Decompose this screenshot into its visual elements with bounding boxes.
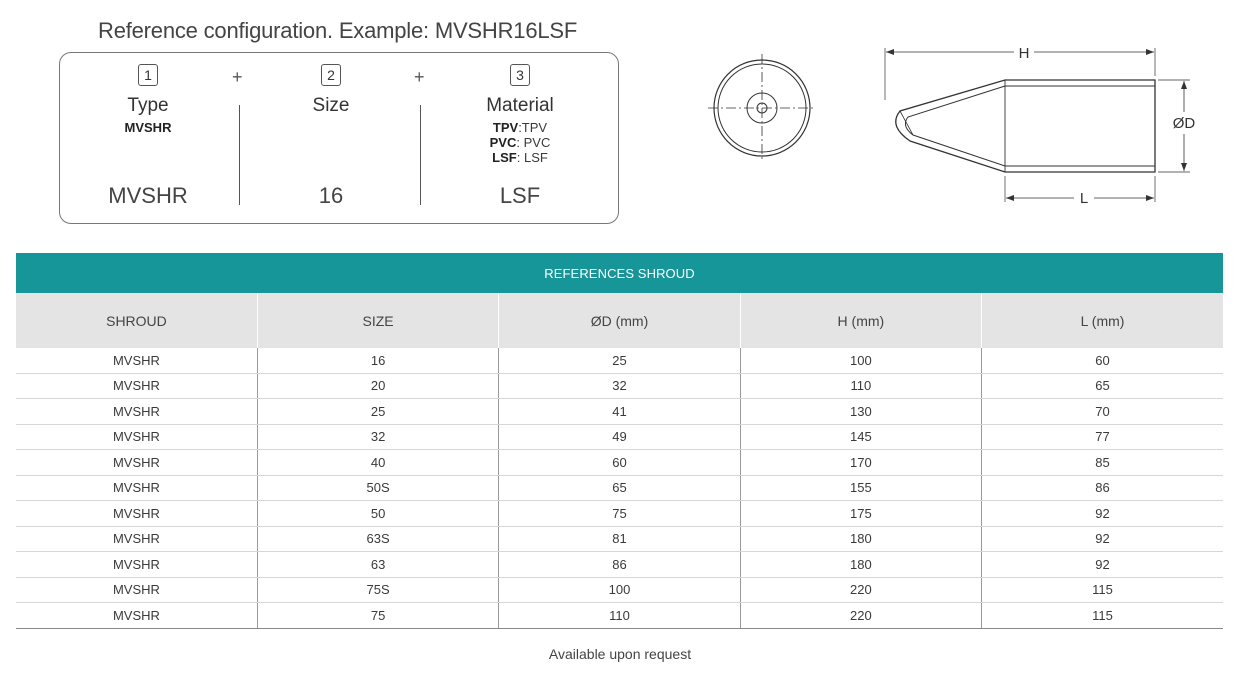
- cell-size: 50S: [257, 475, 498, 501]
- cell-size: 16: [257, 348, 498, 373]
- config-column-material: [450, 53, 590, 208]
- side-view-drawing: [896, 80, 1155, 172]
- material-line-pvc: PVC: PVC: [489, 135, 551, 150]
- cell-diameter: 60: [499, 450, 740, 476]
- cell-size: 75: [257, 603, 498, 629]
- material-line-tpv: TPV:TPV: [492, 120, 548, 135]
- label-l: L: [1079, 190, 1089, 207]
- label-d: ØD: [1172, 115, 1196, 132]
- cell-size: 20: [257, 373, 498, 399]
- cell-length: 60: [982, 348, 1223, 373]
- cell-diameter: 100: [499, 577, 740, 603]
- cell-height: 145: [740, 424, 981, 450]
- table-row: [16, 424, 1223, 450]
- cell-length: 115: [982, 577, 1223, 603]
- cell-shroud: MVSHR: [16, 475, 257, 501]
- cell-size: 50: [257, 501, 498, 527]
- cell-height: 100: [740, 348, 981, 373]
- cell-shroud: MVSHR: [16, 348, 257, 373]
- cell-height: 220: [740, 577, 981, 603]
- cell-length: 92: [982, 552, 1223, 578]
- header-shroud: SHROUD: [16, 293, 257, 348]
- config-value-type: MVSHR: [108, 183, 188, 208]
- config-sub-type: [78, 120, 218, 135]
- cell-length: 92: [982, 501, 1223, 527]
- cell-size: 63: [257, 552, 498, 578]
- config-divider-2: [420, 105, 421, 205]
- cell-shroud: MVSHR: [16, 552, 257, 578]
- table-row: [16, 501, 1223, 527]
- cell-length: 77: [982, 424, 1223, 450]
- cell-height: 110: [740, 373, 981, 399]
- cell-height: 170: [740, 450, 981, 476]
- cell-size: 25: [257, 399, 498, 425]
- config-sub-type-bold: MVSHR: [124, 120, 172, 135]
- cell-length: 65: [982, 373, 1223, 399]
- header-height: H (mm): [740, 293, 981, 348]
- cell-height: 155: [740, 475, 981, 501]
- config-heading-type: Type: [127, 95, 169, 116]
- references-shroud-table: [16, 253, 1223, 629]
- config-number-3: 3: [510, 64, 530, 86]
- config-column-type: [78, 53, 218, 208]
- table-row: [16, 475, 1223, 501]
- cell-height: 130: [740, 399, 981, 425]
- header-diameter: ØD (mm): [499, 293, 740, 348]
- material-line-lsf: LSF: LSF: [492, 150, 548, 165]
- cell-diameter: 110: [499, 603, 740, 629]
- cell-size: 75S: [257, 577, 498, 603]
- cell-length: 92: [982, 526, 1223, 552]
- cell-diameter: 41: [499, 399, 740, 425]
- cell-diameter: 75: [499, 501, 740, 527]
- cell-size: 40: [257, 450, 498, 476]
- cell-size: 63S: [257, 526, 498, 552]
- cell-height: 220: [740, 603, 981, 629]
- cell-shroud: MVSHR: [16, 450, 257, 476]
- cell-size: 32: [257, 424, 498, 450]
- reference-config-box: [59, 52, 619, 224]
- cell-diameter: 81: [499, 526, 740, 552]
- table-row: [16, 526, 1223, 552]
- table-row: [16, 373, 1223, 399]
- config-number-1: 1: [138, 64, 158, 86]
- plus-sign-2: +: [414, 67, 425, 87]
- cell-shroud: MVSHR: [16, 373, 257, 399]
- table-row: [16, 552, 1223, 578]
- plus-sign-1: +: [232, 67, 243, 87]
- table-banner: REFERENCES SHROUD: [16, 253, 1223, 293]
- table-body: [16, 348, 1223, 628]
- footnote: Available upon request: [548, 646, 692, 662]
- config-heading-material: Material: [486, 95, 554, 116]
- reference-title: Reference configuration. Example: MVSHR16LSF: [98, 18, 578, 43]
- cell-height: 180: [740, 526, 981, 552]
- cell-diameter: 65: [499, 475, 740, 501]
- config-sub-material: [450, 120, 590, 165]
- shroud-technical-drawing: [700, 40, 1220, 220]
- config-heading-size: Size: [312, 95, 350, 116]
- cell-diameter: 32: [499, 373, 740, 399]
- table-row: [16, 348, 1223, 373]
- cell-length: 70: [982, 399, 1223, 425]
- cell-shroud: MVSHR: [16, 603, 257, 629]
- label-h: H: [1018, 45, 1030, 62]
- cell-diameter: 49: [499, 424, 740, 450]
- front-view-drawing: [708, 54, 816, 162]
- config-number-2: 2: [321, 64, 341, 86]
- cell-height: 175: [740, 501, 981, 527]
- table-row: [16, 399, 1223, 425]
- cell-length: 86: [982, 475, 1223, 501]
- cell-length: 85: [982, 450, 1223, 476]
- table-header-row: [16, 293, 1223, 348]
- table-row: [16, 577, 1223, 603]
- config-value-material: LSF: [499, 183, 541, 208]
- cell-shroud: MVSHR: [16, 577, 257, 603]
- config-column-size: [261, 53, 401, 208]
- cell-shroud: MVSHR: [16, 526, 257, 552]
- table-row: [16, 603, 1223, 629]
- cell-shroud: MVSHR: [16, 399, 257, 425]
- header-length: L (mm): [982, 293, 1223, 348]
- header-size: SIZE: [257, 293, 498, 348]
- config-divider-1: [239, 105, 240, 205]
- cell-height: 180: [740, 552, 981, 578]
- cell-shroud: MVSHR: [16, 501, 257, 527]
- cell-shroud: MVSHR: [16, 424, 257, 450]
- cell-diameter: 25: [499, 348, 740, 373]
- cell-diameter: 86: [499, 552, 740, 578]
- config-value-size: 16: [318, 183, 344, 208]
- cell-length: 115: [982, 603, 1223, 629]
- table-row: [16, 450, 1223, 476]
